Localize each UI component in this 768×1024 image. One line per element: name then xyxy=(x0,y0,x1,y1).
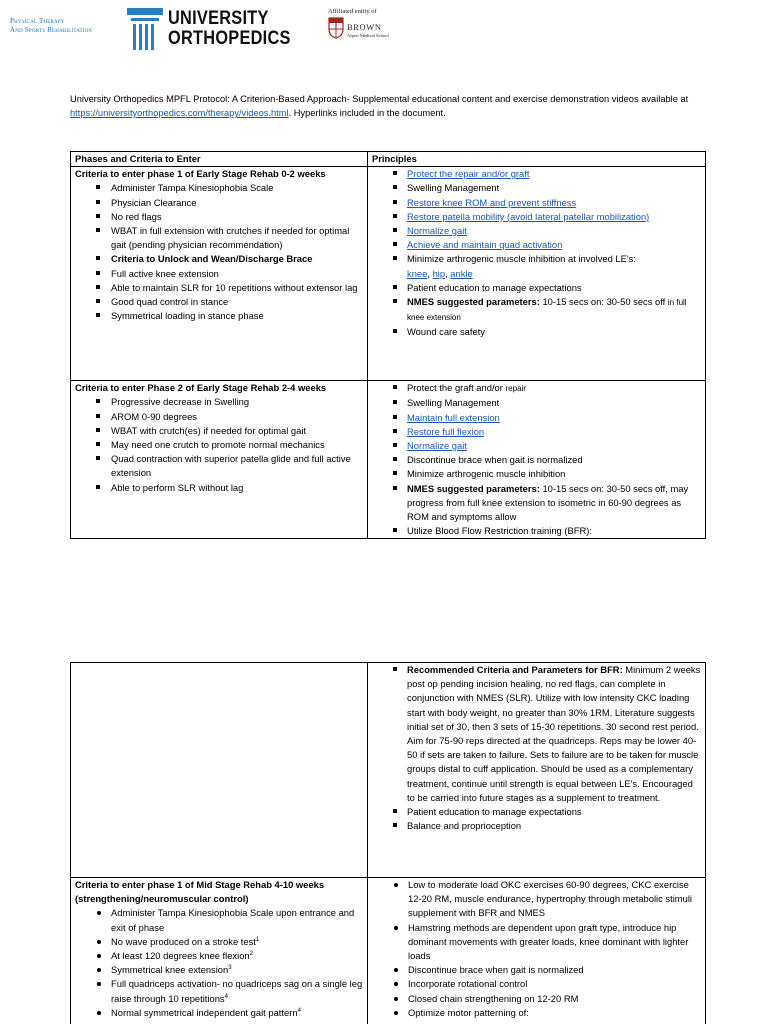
phase2-criteria-cell xyxy=(71,381,368,539)
list-item: Minimize arthrogenic muscle inhibition at involved LE's: knee, hip, ankle xyxy=(372,252,702,280)
uo-wordmark xyxy=(168,9,291,48)
maintain-extension-link[interactable]: Maintain full extension xyxy=(407,411,500,423)
list-item: WBAT in full extension with crutches if needed for optimal gait (pending physician recommendation) xyxy=(75,224,364,252)
list-item: Wound care safety xyxy=(372,325,702,339)
uo-line2: ORTHOPEDICS xyxy=(168,27,291,49)
table-row xyxy=(71,381,706,539)
pt-logo-line2: And Sports Rehabilitation xyxy=(10,25,93,34)
table-header-row xyxy=(71,152,706,167)
phase2-heading: Criteria to enter Phase 2 of Early Stage Rehab 2-4 weeks xyxy=(75,382,327,394)
list-item: Administer Tampa Kinesiophobia Scale xyxy=(75,181,364,195)
list-item xyxy=(75,935,364,949)
university-orthopedics-logo xyxy=(127,8,291,50)
list-item xyxy=(372,295,702,325)
repair-small: repair xyxy=(505,384,526,394)
phase1-criteria-list xyxy=(75,181,364,323)
list-item: Full active knee extension xyxy=(75,267,364,281)
list-item xyxy=(372,224,702,238)
quad-activation-link[interactable]: Achieve and maintain quad activation xyxy=(407,239,563,251)
list-item: Minimize arthrogenic muscle inhibition xyxy=(372,467,702,481)
list-item: No red flags xyxy=(75,210,364,224)
col-header-principles: Principles xyxy=(368,152,706,167)
footnote-ref: 2 xyxy=(249,950,253,957)
affiliated-text: Affiliated entity of xyxy=(328,8,377,15)
table-row xyxy=(71,663,706,878)
list-item: Administer Tampa Kinesiophobia Scale upon entrance and exit of phase xyxy=(75,906,364,934)
ami-text: Minimize arthrogenic muscle inhibition at involved LE's: xyxy=(407,253,636,265)
phase1-principles-cell xyxy=(368,167,706,381)
list-item xyxy=(372,210,702,224)
ankle-link[interactable]: ankle xyxy=(450,267,473,279)
intro-text2: . Hyperlinks included in the document. xyxy=(288,108,446,118)
mid-stage-principles-cell xyxy=(368,878,706,1024)
bfr-label: Recommended Criteria and Parameters for BFR: xyxy=(407,664,623,675)
list-item: Hamstring methods are dependent upon graft type, introduce hip dominant movements with greater loads, knee dominant with lighter loads xyxy=(372,921,702,964)
list-item: Swelling Management xyxy=(372,396,702,410)
brown-name: BROWN xyxy=(347,22,382,32)
brown-shield-icon xyxy=(328,17,344,39)
empty-criteria-cell xyxy=(71,663,368,878)
list-item: Incorporate rotational control xyxy=(372,977,702,991)
list-item: Discontinue brace when gait is normalized xyxy=(372,963,702,977)
phase2-criteria-list xyxy=(75,395,364,494)
phase1-criteria-cell xyxy=(71,167,368,381)
list-item xyxy=(75,949,364,963)
pt-logo xyxy=(10,17,92,34)
nmes-text: 10-15 secs on: 30-50 secs off xyxy=(539,296,668,308)
pt-logo-line1: Physical Therapy xyxy=(10,17,65,25)
list-item: Patient education to manage expectations xyxy=(372,805,702,819)
nmes-label: NMES suggested parameters: xyxy=(407,296,540,308)
nmes-label-2: NMES suggested parameters: xyxy=(407,482,540,494)
nmes-text-2: 10-15 secs on: 30-50 secs off, may progress from full knee extension to isometric in 60-90 degrees as ROM and symptoms allow xyxy=(407,482,689,523)
protect-graft-text: Protect the graft and/or xyxy=(407,382,506,394)
intro-text1: University Orthopedics MPFL Protocol: A Criterion-Based Approach- Supplemental educational content and exercise demonstration videos available at xyxy=(70,94,689,104)
footnote-ref: 4 xyxy=(224,993,228,1000)
intro-paragraph xyxy=(70,92,710,120)
list-item xyxy=(372,482,702,525)
mid-stage-principles-list xyxy=(372,878,702,1020)
protect-repair-link[interactable]: Protect the repair and/or graft xyxy=(407,168,530,180)
phase2-principles-cell xyxy=(368,381,706,539)
footnote-ref: 3 xyxy=(228,965,232,972)
list-item xyxy=(372,167,702,181)
list-item: AROM 0-90 degrees xyxy=(75,410,364,424)
list-item: Swelling Management xyxy=(372,181,702,195)
list-item xyxy=(372,381,702,396)
list-item: Optimize motor patterning of: xyxy=(372,1006,702,1020)
bfr-principles-list xyxy=(372,663,702,833)
normalize-gait-link-2[interactable]: Normalize gait xyxy=(407,440,467,452)
extension-text: Symmetrical knee extension xyxy=(111,964,229,976)
mid-stage-criteria-list xyxy=(75,906,364,1020)
list-item: Able to maintain SLR for 10 repetitions without extensor lag xyxy=(75,281,364,295)
list-item: Discontinue brace when gait is normalized xyxy=(372,453,702,467)
bfr-text: Minimum 2 weeks post op pending incision healing, no red flags, can complete in conjunction with NMES (SLR). Utilize with low intensity CKC loading start with body weight, no greater than 30% 1RM. Literature suggests initial set of 30, then 3 sets of 15-30 repetitions. 30 second rest period. Aim for 75-90 reps directed at the quadriceps. Reps may be lower 40-50 if sets are taken to failure. Sets to failure are to be taken for muscle groups distal to cuff application. Should be used as a complementary treatment, continue until strength is equal between LE's. Encouraged to be carried into future stages as a supplement to treatment. xyxy=(407,664,701,803)
list-item xyxy=(372,425,702,439)
list-item xyxy=(372,439,702,453)
list-item: Closed chain strengthening on 12-20 RM xyxy=(372,992,702,1006)
mid-stage-heading: Criteria to enter phase 1 of Mid Stage Rehab 4-10 weeks (strengthening/neuromuscular control) xyxy=(75,879,325,905)
nmes-small: in full knee extension xyxy=(407,298,687,323)
list-item xyxy=(372,196,702,210)
column-building-icon xyxy=(127,8,163,50)
bfr-principles-cell xyxy=(368,663,706,878)
list-item xyxy=(372,238,702,252)
list-item xyxy=(75,1006,364,1020)
col-header-phases: Phases and Criteria to Enter xyxy=(71,152,368,167)
table-row xyxy=(71,878,706,1024)
protocol-table-page1 xyxy=(70,151,706,539)
list-item xyxy=(75,963,364,977)
list-item: Symmetrical loading in stance phase xyxy=(75,309,364,323)
footnote-ref: 1 xyxy=(255,936,260,943)
phase1-heading: Criteria to enter phase 1 of Early Stage Rehab 0-2 weeks xyxy=(75,168,326,180)
list-item xyxy=(75,977,364,1005)
flexion-text: At least 120 degrees knee flexion xyxy=(111,950,250,962)
list-item: Progressive decrease in Swelling xyxy=(75,395,364,409)
restore-flexion-link[interactable]: Restore full flexion xyxy=(407,425,485,437)
list-item: Utilize Blood Flow Restriction training (BFR): xyxy=(372,524,702,538)
brown-affiliation-logo xyxy=(328,8,418,46)
list-item: Balance and proprioception xyxy=(372,819,702,833)
list-item: Low to moderate load OKC exercises 60-90 degrees, CKC exercise 12-20 RM, muscle endurance, hypertrophy through metabolic stimuli supplement with BFR and NMES xyxy=(372,878,702,921)
protocol-table-page2 xyxy=(70,662,706,1024)
uo-line1: UNIVERSITY xyxy=(168,8,269,29)
mid-stage-criteria-cell xyxy=(71,878,368,1024)
gait-pattern-text: Normal symmetrical independent gait pattern xyxy=(111,1006,298,1018)
videos-link[interactable]: https://universityorthopedics.com/therapy/videos.html xyxy=(70,108,289,118)
footnote-ref: 4 xyxy=(297,1007,301,1014)
list-item: Physician Clearance xyxy=(75,196,364,210)
quad-activation-text: Full quadriceps activation- no quadriceps sag on a single leg raise through 10 repetitions xyxy=(111,978,363,1004)
list-item: Criteria to Unlock and Wean/Discharge Brace xyxy=(75,252,364,266)
brown-school: Alpert Medical School xyxy=(347,33,389,38)
stroke-test-text: No wave produced on a stroke test xyxy=(111,935,256,947)
normalize-gait-link[interactable]: Normalize gait xyxy=(407,225,467,237)
restore-rom-link[interactable]: Restore knee ROM and prevent stiffness xyxy=(407,196,577,208)
list-item: WBAT with crutch(es) if needed for optimal gait xyxy=(75,424,364,438)
list-item xyxy=(372,411,702,425)
table-row xyxy=(71,167,706,381)
phase2-principles-list xyxy=(372,381,702,538)
knee-link[interactable]: knee xyxy=(407,267,428,279)
hip-link[interactable]: hip xyxy=(432,267,446,279)
list-item: May need one crutch to promote normal mechanics xyxy=(75,438,364,452)
list-item: Able to perform SLR without lag xyxy=(75,481,364,495)
phase1-principles-list xyxy=(372,167,702,339)
list-item: Patient education to manage expectations xyxy=(372,281,702,295)
list-item: Good quad control in stance xyxy=(75,295,364,309)
list-item: Quad contraction with superior patella glide and full active extension xyxy=(75,452,364,480)
restore-patella-link[interactable]: Restore patella mobility (avoid lateral patellar mobilization) xyxy=(407,210,650,222)
document-header xyxy=(0,0,768,60)
list-item xyxy=(372,663,702,805)
